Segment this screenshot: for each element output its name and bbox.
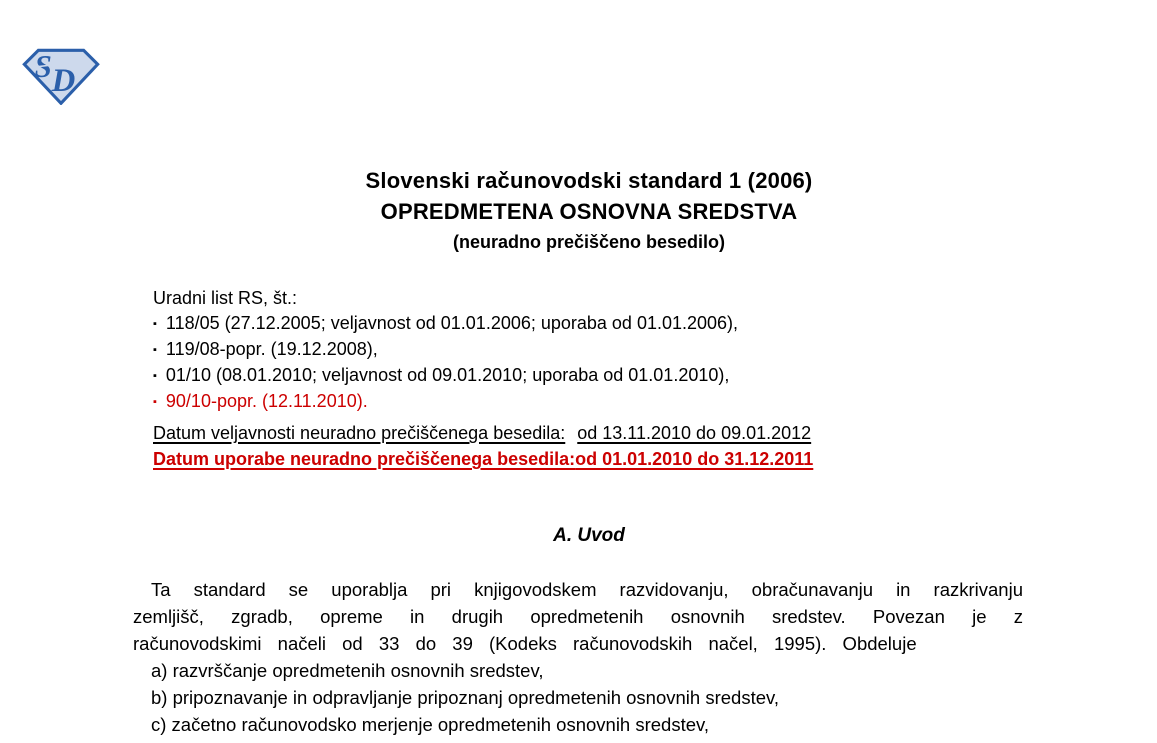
intro-section [133,576,1023,738]
document-subtitle: (neuradno prečiščeno besedilo) [452,232,726,252]
validity-date-line [153,420,813,446]
validity-dates-block [153,420,813,472]
intro-paragraph: Ta standard se uporablja pri knjigovodskem razvidovanju, obračunavanju in razkrivanju zemljišč, zgradb, opreme in drugih opredmetenih osnovnih sredstev. Povezan je z računovodskimi načeli od 33 do 39 (Kodeks računovodskih načel, 1995). Obdeluje [133,579,1023,654]
gazette-item [153,311,738,337]
logo-letter-s: S [34,48,52,84]
document-title-line1: Slovenski računovodski standard 1 (2006) [365,168,813,193]
gazette-item [153,363,738,389]
gazette-item-text: 118/05 (27.12.2005; veljavnost od 01.01.2006; uporaba od 01.01.2006), [165,313,739,333]
square-bullet-icon: ▪ [153,396,157,408]
validity-value: od 13.11.2010 do 09.01.2012 [577,423,812,443]
square-bullet-icon: ▪ [153,344,157,356]
usage-date-line [153,446,813,472]
intro-list-item-a: a) razvrščanje opredmetenih osnovnih sredstev, [151,660,544,681]
gazette-reference-list [153,286,738,415]
gazette-heading: Uradni list RS, št.: [153,288,298,308]
usage-value: od 01.01.2010 do 31.12.2011 [575,449,814,469]
section-heading-uvod: A. Uvod [553,525,625,546]
intro-list-item-b: b) pripoznavanje in odpravljanje pripoznanj opredmetenih osnovnih sredstev, [151,687,780,708]
title-block [133,165,1045,257]
logo-letter-d: D [51,62,76,99]
square-bullet-icon: ▪ [153,318,157,330]
usage-label: Datum uporabe neuradno prečiščenega besedila: [153,449,576,469]
sd-shield-logo-icon [22,47,100,105]
gazette-item-text: 90/10-popr. (12.11.2010). [165,391,368,411]
gazette-item [153,337,738,363]
intro-list-item-c-clipped: c) začetno računovodsko merjenje opredmetenih osnovnih sredstev, [151,714,710,735]
gazette-item-text: 01/10 (08.01.2010; veljavnost od 09.01.2010; uporaba od 01.01.2010), [165,365,730,385]
validity-label: Datum veljavnosti neuradno prečiščenega besedila: [153,423,566,443]
gazette-item-text: 119/08-popr. (19.12.2008), [165,339,378,359]
document-title-line2: OPREDMETENA OSNOVNA SREDSTVA [380,199,798,224]
gazette-item-highlighted [153,389,738,415]
square-bullet-icon: ▪ [153,370,157,382]
